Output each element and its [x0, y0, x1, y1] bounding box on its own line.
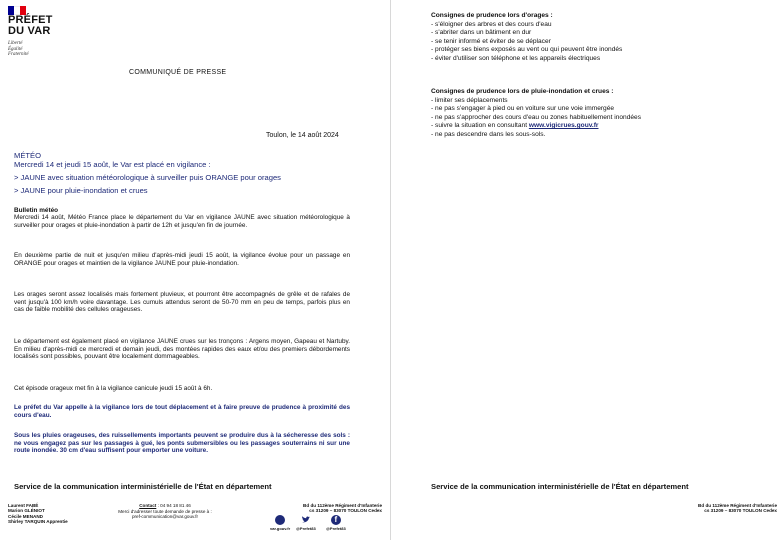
list-item: - s'éloigner des arbres et des cours d'eau	[431, 21, 552, 28]
facebook-link[interactable]: f @Prefet83	[326, 515, 346, 531]
list-item: - suivre la situation en consultant www.vigicrues.gouv.fr	[431, 122, 599, 130]
list-item: - ne pas s'approcher des cours d'eau ou zones habituellement inondées	[431, 113, 641, 121]
section-label: MÉTÉO	[14, 151, 42, 160]
prefecture-logo-text: PRÉFET DU VAR	[8, 14, 53, 37]
page-2	[391, 0, 781, 540]
orages-advice-title: Consignes de prudence lors d'orages :	[431, 12, 553, 19]
pluie-advice-list	[431, 97, 641, 139]
body-paragraph: Cet épisode orageux met fin à la vigilance canicule jeudi 15 août à 6h.	[14, 385, 213, 392]
globe-icon	[275, 515, 285, 525]
bulletin-title: Bulletin météo	[14, 207, 59, 214]
orages-advice-list	[431, 21, 622, 63]
list-item: - limiter ses déplacements	[431, 97, 508, 104]
headline-line: Mercredi 14 et jeudi 15 août, le Var est placé en vigilance :	[14, 160, 211, 169]
contact-email-link[interactable]: pref-communication@var.gouv.fr	[131, 514, 199, 520]
body-paragraph: Les orages seront assez localisés mais fortement pluvieux, et pourront être accompagnés de grêle et de rafales de vent jusqu'à 100 km/h voire davantage. Les cumuls attendus seront de 50-70 mm en peu de temps, parfois plus en cas de faible mobilité des cellules orageuses.	[14, 291, 350, 314]
list-item: - s'abriter dans un bâtiment en dur	[431, 29, 532, 37]
body-paragraph: En deuxième partie de nuit et jusqu'en milieu d'après-midi jeudi 15 août, la vigilance évolue pour un passage en ORANGE pour orages et maintien de la vigilance JAUNE pour pluie-inondation.	[14, 252, 350, 267]
twitter-link[interactable]: @Prefet83	[296, 515, 316, 531]
website-link[interactable]: var.gouv.fr	[270, 515, 290, 531]
press-contacts: Laurent FABÉ Marion GLÉNIOT Cécile MENAND Shirley TARQUIN Apprentie	[8, 503, 68, 525]
list-item: - se tenir informé et éviter de se déplacer	[431, 37, 551, 45]
warning-paragraph: Le préfet du Var appelle à la vigilance lors de tout déplacement et à faire preuve de prudence à proximité des cours d'eau.	[14, 404, 350, 419]
dateline: Toulon, le 14 août 2024	[266, 132, 339, 139]
headline-line: > JAUNE pour pluie-inondation et crues	[14, 186, 148, 195]
page-1	[0, 0, 390, 540]
twitter-bird-icon	[301, 515, 311, 525]
headline-line: > JAUNE avec situation météorologique à surveiller puis ORANGE pour orages	[14, 173, 281, 182]
list-item: - ne pas descendre dans les sous-sols.	[431, 130, 546, 138]
vigicrues-link[interactable]: www.vigicrues.gouv.fr	[528, 122, 599, 130]
republic-motto: Liberté Égalité Fraternité	[8, 41, 29, 57]
service-footer-title: Service de la communication interministérielle de l'État en département	[14, 482, 272, 491]
postal-address: Bd du 112ème Régiment d'Infanterie cs 31209 – 83070 TOULON Cedex	[698, 503, 777, 514]
list-item: - ne pas s'engager à pied ou en voiture sur une voie immergée	[431, 105, 615, 113]
pluie-advice-title: Consignes de prudence lors de pluie-inondation et crues :	[431, 88, 614, 95]
body-paragraph: Mercredi 14 août, Météo France place le département du Var en vigilance JAUNE avec situation météorologique à surveiller pour orages et pluie-inondation à partir de 12h et jusqu'en fin de journée.	[14, 214, 350, 229]
list-item: - éviter d'utiliser son téléphone et les appareils électriques	[431, 54, 601, 62]
document-type: COMMUNIQUÉ DE PRESSE	[129, 69, 227, 76]
service-footer-title: Service de la communication interministérielle de l'État en département	[431, 482, 689, 491]
contact-block: Contact : 04 94 18 81 46 Merci d'adresser toute demande de presse à : pref-communication@var.gouv.fr	[100, 503, 230, 520]
body-paragraph: Le département est également placé en vigilance JAUNE crues sur les tronçons : Argens moyen, Gapeau et Nartuby. En milieu d'après-midi ce mercredi et demain jeudi, des montées rapides des eaux et/ou des premiers débordements localisés sont possibles, pouvant être localement dommageables.	[14, 338, 350, 361]
warning-paragraph: Sous les pluies orageuses, des ruissellements importants peuvent se produire dus à la sécheresse des sols : ne vous engagez pas sur les passages à gué, les ponts submersibles ou les passages souterrains ni sur une route inondée. 30 cm d'eau suffisent pour emporter une voiture.	[14, 432, 350, 455]
postal-address: Bd du 112ème Régiment d'Infanterie cs 31209 – 83070 TOULON Cedex	[303, 503, 382, 514]
list-item: - protéger ses biens exposés au vent ou qui peuvent être inondés	[431, 46, 623, 54]
facebook-icon: f	[331, 515, 341, 525]
